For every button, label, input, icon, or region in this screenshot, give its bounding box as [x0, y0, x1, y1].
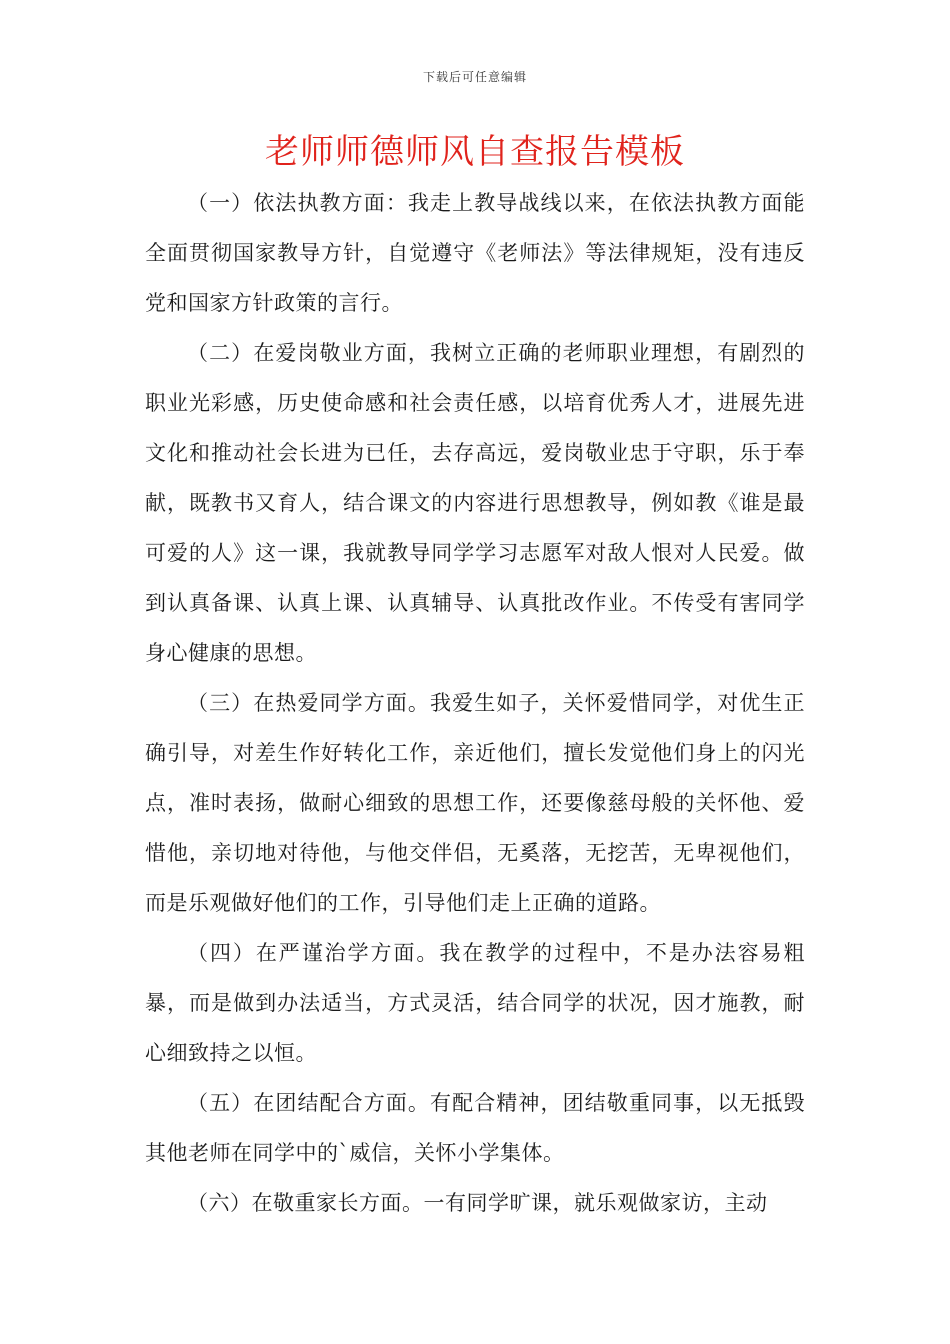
- paragraph-1: （一）依法执教方面：我走上教导战线以来，在依法执教方面能全面贯彻国家教导方针，自觉遵守《老师法》等法律规矩，没有违反党和国家方针政策的言行。: [145, 191, 805, 315]
- header-note: 下载后可任意编辑: [422, 70, 527, 84]
- paragraph-2: （二）在爱岗敬业方面，我树立正确的老师职业理想，有剧烈的职业光彩感，历史使命感和社会责任感，以培育优秀人才，进展先进文化和推动社会长进为已任，去存高远，爱岗敬业忠于守职，乐于奉献，既教书又育人，结合课文的内容进行思想教导，例如教《谁是最可爱的人》这一课，我就教导同学学习志愿军对敌人恨对人民爱。做到认真备课、认真上课、认真辅导、认真批改作业。不传受有害同学身心健康的思想。: [145, 341, 805, 665]
- paragraph-3: （三）在热爱同学方面。我爱生如子，关怀爱惜同学，对优生正确引导，对差生作好转化工作，亲近他们，擅长发觉他们身上的闪光点，准时表扬，做耐心细致的思想工作，还要像慈母般的关怀他、爱惜他，亲切地对待他，与他交伴侣，无奚落，无挖苦，无卑视他们，而是乐观做好他们的工作，引导他们走上正确的道路。: [145, 691, 805, 915]
- document-body: [145, 178, 805, 1228]
- paragraph-4: （四）在严谨治学方面。我在教学的过程中，不是办法容易粗暴，而是做到办法适当，方式灵活，结合同学的状况，因才施教，耐心细致持之以恒。: [145, 941, 805, 1065]
- document-title: 老师师德师风自查报告模板: [265, 132, 685, 172]
- paragraph-6: （六）在敬重家长方面。一有同学旷课，就乐观做家访，主动: [187, 1191, 768, 1215]
- paragraph-5: （五）在团结配合方面。有配合精神，团结敬重同事，以无抵毁其他老师在同学中的`威信，关怀小学集体。: [145, 1091, 805, 1165]
